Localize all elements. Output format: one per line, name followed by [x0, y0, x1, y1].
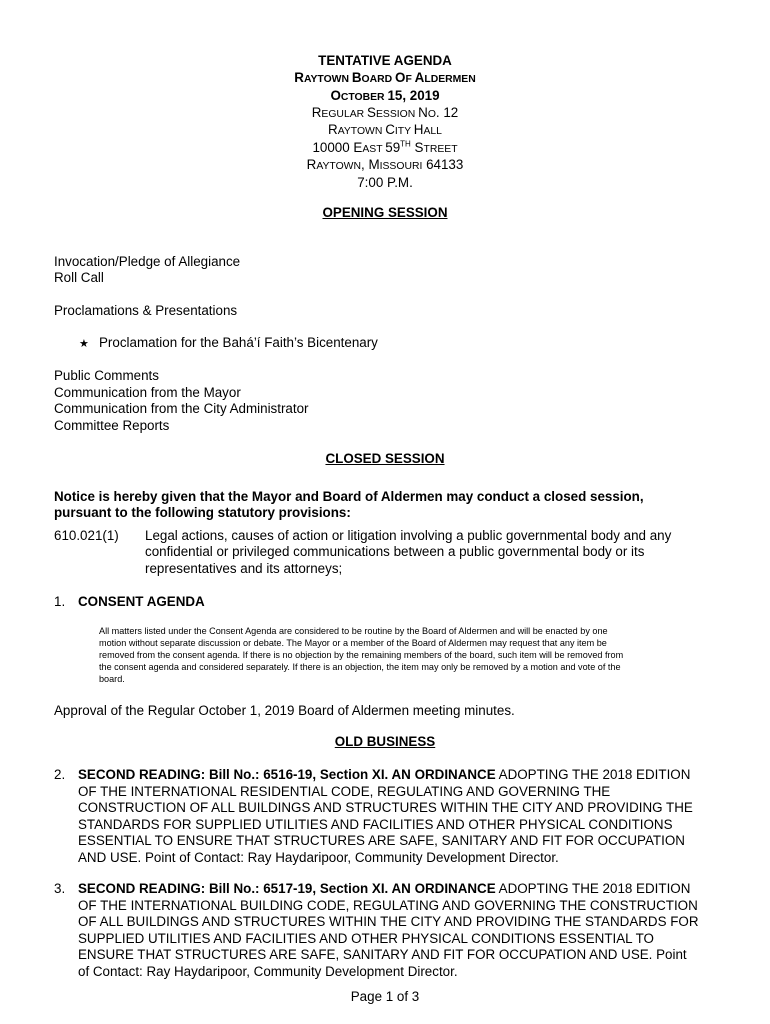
meeting-time: 7:00 P.M. — [357, 175, 413, 190]
item-3-line-3: OF ALL BUILDINGS AND STRUCTURES WITHIN THE CITY AND PROVIDING THE STANDARDS FOR — [78, 914, 699, 929]
item-2-line-6: AND USE. Point of Contact: Ray Haydaripoor, Community Development Director. — [78, 850, 559, 865]
consent-fine-print-2: motion without separate discussion or debate. The Mayor or a member of the Board of Aldermen may request that any item be — [99, 638, 607, 648]
item-2-number: 2. — [54, 767, 66, 782]
statute-number: 610.021(1) — [54, 528, 119, 543]
closed-session-heading: CLOSED SESSION — [325, 451, 445, 466]
city-state-zip: RAYTOWN, MISSOURI 64133 — [306, 157, 464, 172]
meeting-place: RAYTOWN CITY HALL — [328, 122, 442, 137]
closed-notice-line-1: Notice is hereby given that the Mayor and Board of Aldermen may conduct a closed session, — [54, 489, 644, 504]
committee-reports-item: Committee Reports — [54, 418, 170, 433]
item-3-line-4: SUPPLIED UTILITIES AND FACILITIES AND OTHER PHYSICAL CONDITIONS ESSENTIAL TO — [78, 931, 654, 946]
street-address: 10000 EAST 59TH STREET — [312, 139, 458, 155]
board-name: RAYTOWN BOARD OF ALDERMEN — [294, 70, 476, 85]
consent-number: 1. — [54, 594, 66, 609]
statute-text-line-3: representatives and its attorneys; — [145, 561, 343, 576]
roll-call-item: Roll Call — [54, 270, 104, 285]
closed-notice-line-2: pursuant to the following statutory provisions: — [54, 505, 351, 520]
mayor-communication-item: Communication from the Mayor — [54, 385, 241, 400]
old-business-heading: OLD BUSINESS — [334, 734, 436, 749]
consent-agenda-heading: CONSENT AGENDA — [78, 594, 205, 609]
meeting-date: OCTOBER 15, 2019 — [330, 88, 440, 103]
proclamation-bicentenary: Proclamation for the Bahá’í Faith’s Bicentenary — [99, 335, 378, 350]
consent-fine-print-1: All matters listed under the Consent Agenda are considered to be routine by the Board of Aldermen and will be enacted by one — [99, 626, 608, 636]
item-2-line-3: CONSTRUCTION OF ALL BUILDINGS AND STRUCTURES WITHIN THE CITY AND PROVIDING THE — [78, 800, 693, 815]
statute-text-line-1: Legal actions, causes of action or litigation involving a public governmental body and any — [145, 528, 672, 543]
consent-fine-print-4: the consent agenda and considered separately. If there is an objection, the item may only be removed by a motion and vote of the — [99, 662, 621, 672]
administrator-communication-item: Communication from the City Administrator — [54, 401, 309, 416]
consent-fine-print-3: removed from the consent agenda. If there is no objection by the remaining members of the board, such item will be removed from — [99, 650, 624, 660]
item-3-number: 3. — [54, 881, 66, 896]
star-bullet-icon: ★ — [79, 338, 89, 350]
item-3-line-5: ENSURE THAT STRUCTURES ARE SAFE, SANITARY AND FIT FOR OCCUPATION AND USE. Point — [78, 947, 687, 962]
item-3-line-6: of Contact: Ray Haydaripoor, Community Development Director. — [78, 964, 458, 979]
public-comments-item: Public Comments — [54, 368, 159, 383]
agenda-title: TENTATIVE AGENDA — [318, 53, 452, 68]
item-3-line-1: SECOND READING: Bill No.: 6517-19, Section XI. AN ORDINANCE ADOPTING THE 2018 EDITION — [78, 881, 691, 896]
opening-session-heading: OPENING SESSION — [322, 205, 448, 220]
consent-fine-print-5: board. — [99, 674, 125, 684]
item-2-line-5: ESSENTIAL TO ENSURE THAT STRUCTURES ARE SAFE, SANITARY AND FIT FOR OCCUPATION — [78, 833, 685, 848]
item-2-line-2: OF THE INTERNATIONAL RESIDENTIAL CODE, REGULATING AND GOVERNING THE — [78, 784, 611, 799]
item-2-line-1: SECOND READING: Bill No.: 6516-19, Section XI. AN ORDINANCE ADOPTING THE 2018 EDITION — [78, 767, 691, 782]
item-3-line-2: OF THE INTERNATIONAL BUILDING CODE, REGULATING AND GOVERNING THE CONSTRUCTION — [78, 898, 698, 913]
invocation-item: Invocation/Pledge of Allegiance — [54, 254, 241, 269]
minutes-approval-item: Approval of the Regular October 1, 2019 Board of Aldermen meeting minutes. — [54, 703, 515, 718]
item-2-line-4: STANDARDS FOR SUPPLIED UTILITIES AND FACILITIES AND OTHER PHYSICAL CONDITIONS — [78, 817, 673, 832]
statute-text-line-2: confidential or privileged communications between a public governmental body or its — [145, 544, 645, 559]
page-number: Page 1 of 3 — [350, 989, 420, 1004]
proclamations-item: Proclamations & Presentations — [54, 303, 238, 318]
session-number: REGULAR SESSION NO. 12 — [311, 105, 459, 120]
